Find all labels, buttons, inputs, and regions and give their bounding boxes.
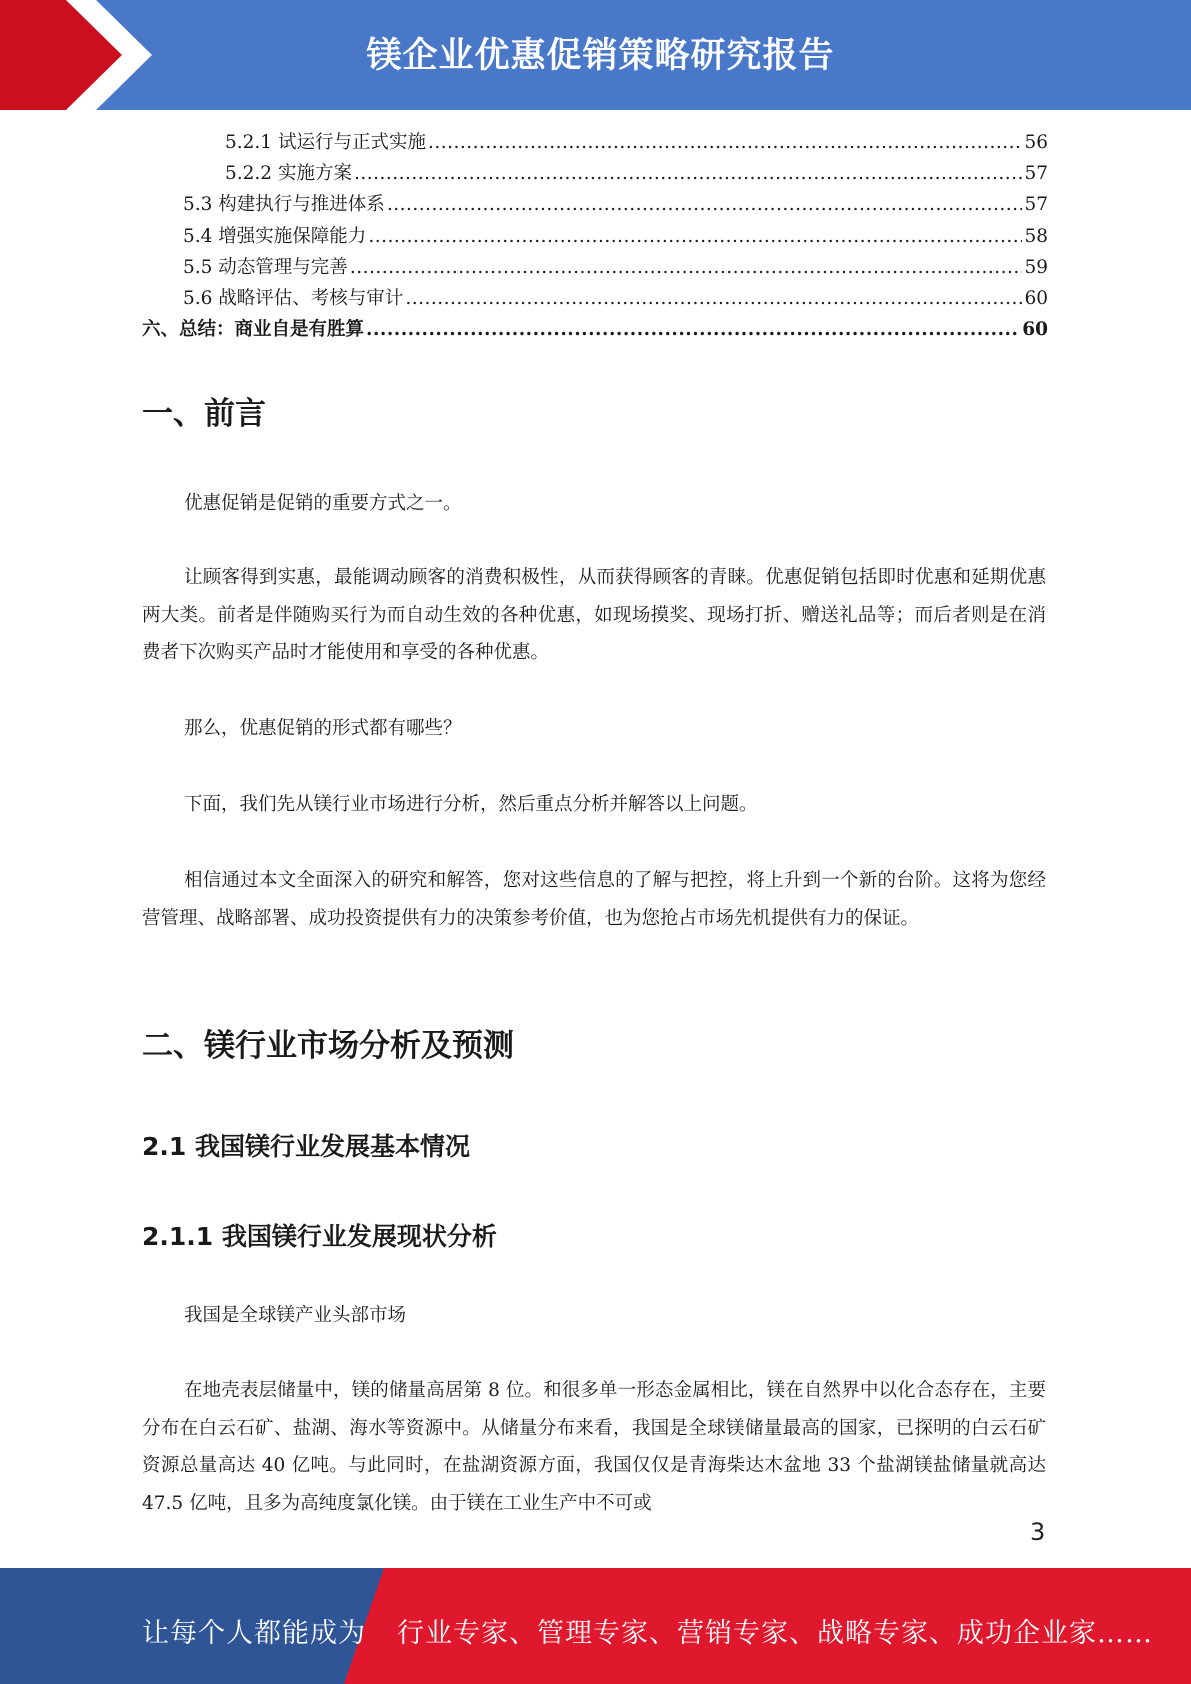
- toc-entry-page: 60: [1022, 319, 1048, 341]
- toc-entry-label: 5.6 战略评估、考核与审计: [183, 287, 404, 309]
- toc-leader-dots: [354, 158, 1023, 189]
- body-paragraph: 相信通过本文全面深入的研究和解答，您对这些信息的了解与把控，将上升到一个新的台阶。这将为您经营管理、战略部署、成功投资提供有力的决策参考价值，也为您抢占市场先机提供有力的保证。: [142, 870, 1046, 929]
- toc-entry-page: 60: [1024, 287, 1048, 309]
- toc-leader-dots: [366, 314, 1020, 345]
- body-paragraph: 在地壳表层储量中，镁的储量高居第 8 位。和很多单一形态金属相比，镁在自然界中以化合态存在，主要分布在白云石矿、盐湖、海水等资源中。从储量分布来看，我国是全球镁储量最高的国家，已探明的白云石矿资源总量高达 40 亿吨。与此同时，在盐湖资源方面，我国仅仅是青海柴达木盆地 33 个盐湖镁盐储量就高达 47.5 亿吨，且多为高纯度氯化镁。由于镁在工业生产中不可或: [142, 1380, 1046, 1514]
- toc-entry-page: 57: [1024, 194, 1048, 216]
- body-paragraph: 让顾客得到实惠，最能调动顾客的消费积极性，从而获得顾客的青睐。优惠促销包括即时优惠和延期优惠两大类。前者是伴随购买行为而自动生效的各种优惠，如现场摸奖、现场打折、赠送礼品等；而后者则是在消费者下次购买产品时才能使用和享受的各种优惠。: [142, 567, 1046, 663]
- toc-entry-label: 5.2.1 试运行与正式实施: [225, 132, 426, 153]
- toc-entry[interactable]: [142, 189, 1048, 220]
- toc-entry-label: 5.3 构建执行与推进体系: [183, 194, 385, 216]
- toc-entry[interactable]: [142, 314, 1048, 345]
- subsubsection-heading: 2.1.1 我国镁行业发展现状分析: [142, 1222, 497, 1251]
- toc-entry[interactable]: [142, 221, 1048, 252]
- report-title: 镁企业优惠促销策略研究报告: [366, 36, 835, 76]
- toc-entry[interactable]: [142, 127, 1048, 158]
- toc-leader-dots: [368, 221, 1022, 252]
- body-paragraph: 我国是全球镁产业头部市场: [184, 1305, 407, 1326]
- toc-entry-page: 59: [1024, 256, 1048, 278]
- page-header: [0, 0, 1191, 110]
- section-heading-preface: 一、前言: [142, 396, 266, 432]
- toc-entry-label: 六、总结：商业自是有胜算: [142, 319, 365, 341]
- footer-slogan-left: 让每个人都能成为: [142, 1618, 366, 1649]
- page-number: 3: [1030, 1518, 1046, 1546]
- toc-entry-page: 56: [1024, 132, 1048, 153]
- toc-entry-label: 5.2.2 实施方案: [225, 163, 352, 185]
- table-of-contents: [142, 127, 1048, 345]
- toc-entry[interactable]: [142, 158, 1048, 189]
- toc-entry-label: 5.4 增强实施保障能力: [183, 225, 367, 247]
- toc-leader-dots: [405, 283, 1022, 314]
- toc-entry-page: 58: [1024, 225, 1048, 247]
- toc-entry-label: 5.5 动态管理与完善: [183, 256, 348, 278]
- body-paragraph: 那么，优惠促销的形式都有哪些？: [184, 718, 462, 739]
- toc-entry[interactable]: [142, 252, 1048, 283]
- toc-entry[interactable]: [142, 283, 1048, 314]
- footer-slogan-right: 行业专家、管理专家、营销专家、战略专家、成功企业家……: [397, 1618, 1153, 1649]
- body-paragraph: 下面，我们先从镁行业市场进行分析，然后重点分析并解答以上问题。: [184, 794, 758, 815]
- page-footer: [0, 1568, 1191, 1684]
- subsection-heading: 2.1 我国镁行业发展基本情况: [142, 1132, 470, 1161]
- toc-leader-dots: [387, 189, 1023, 220]
- toc-leader-dots: [350, 252, 1023, 283]
- toc-entry-page: 57: [1024, 163, 1048, 185]
- body-paragraph: 优惠促销是促销的重要方式之一。: [184, 493, 462, 514]
- section-heading-market-analysis: 二、镁行业市场分析及预测: [142, 1028, 514, 1064]
- toc-leader-dots: [428, 127, 1022, 158]
